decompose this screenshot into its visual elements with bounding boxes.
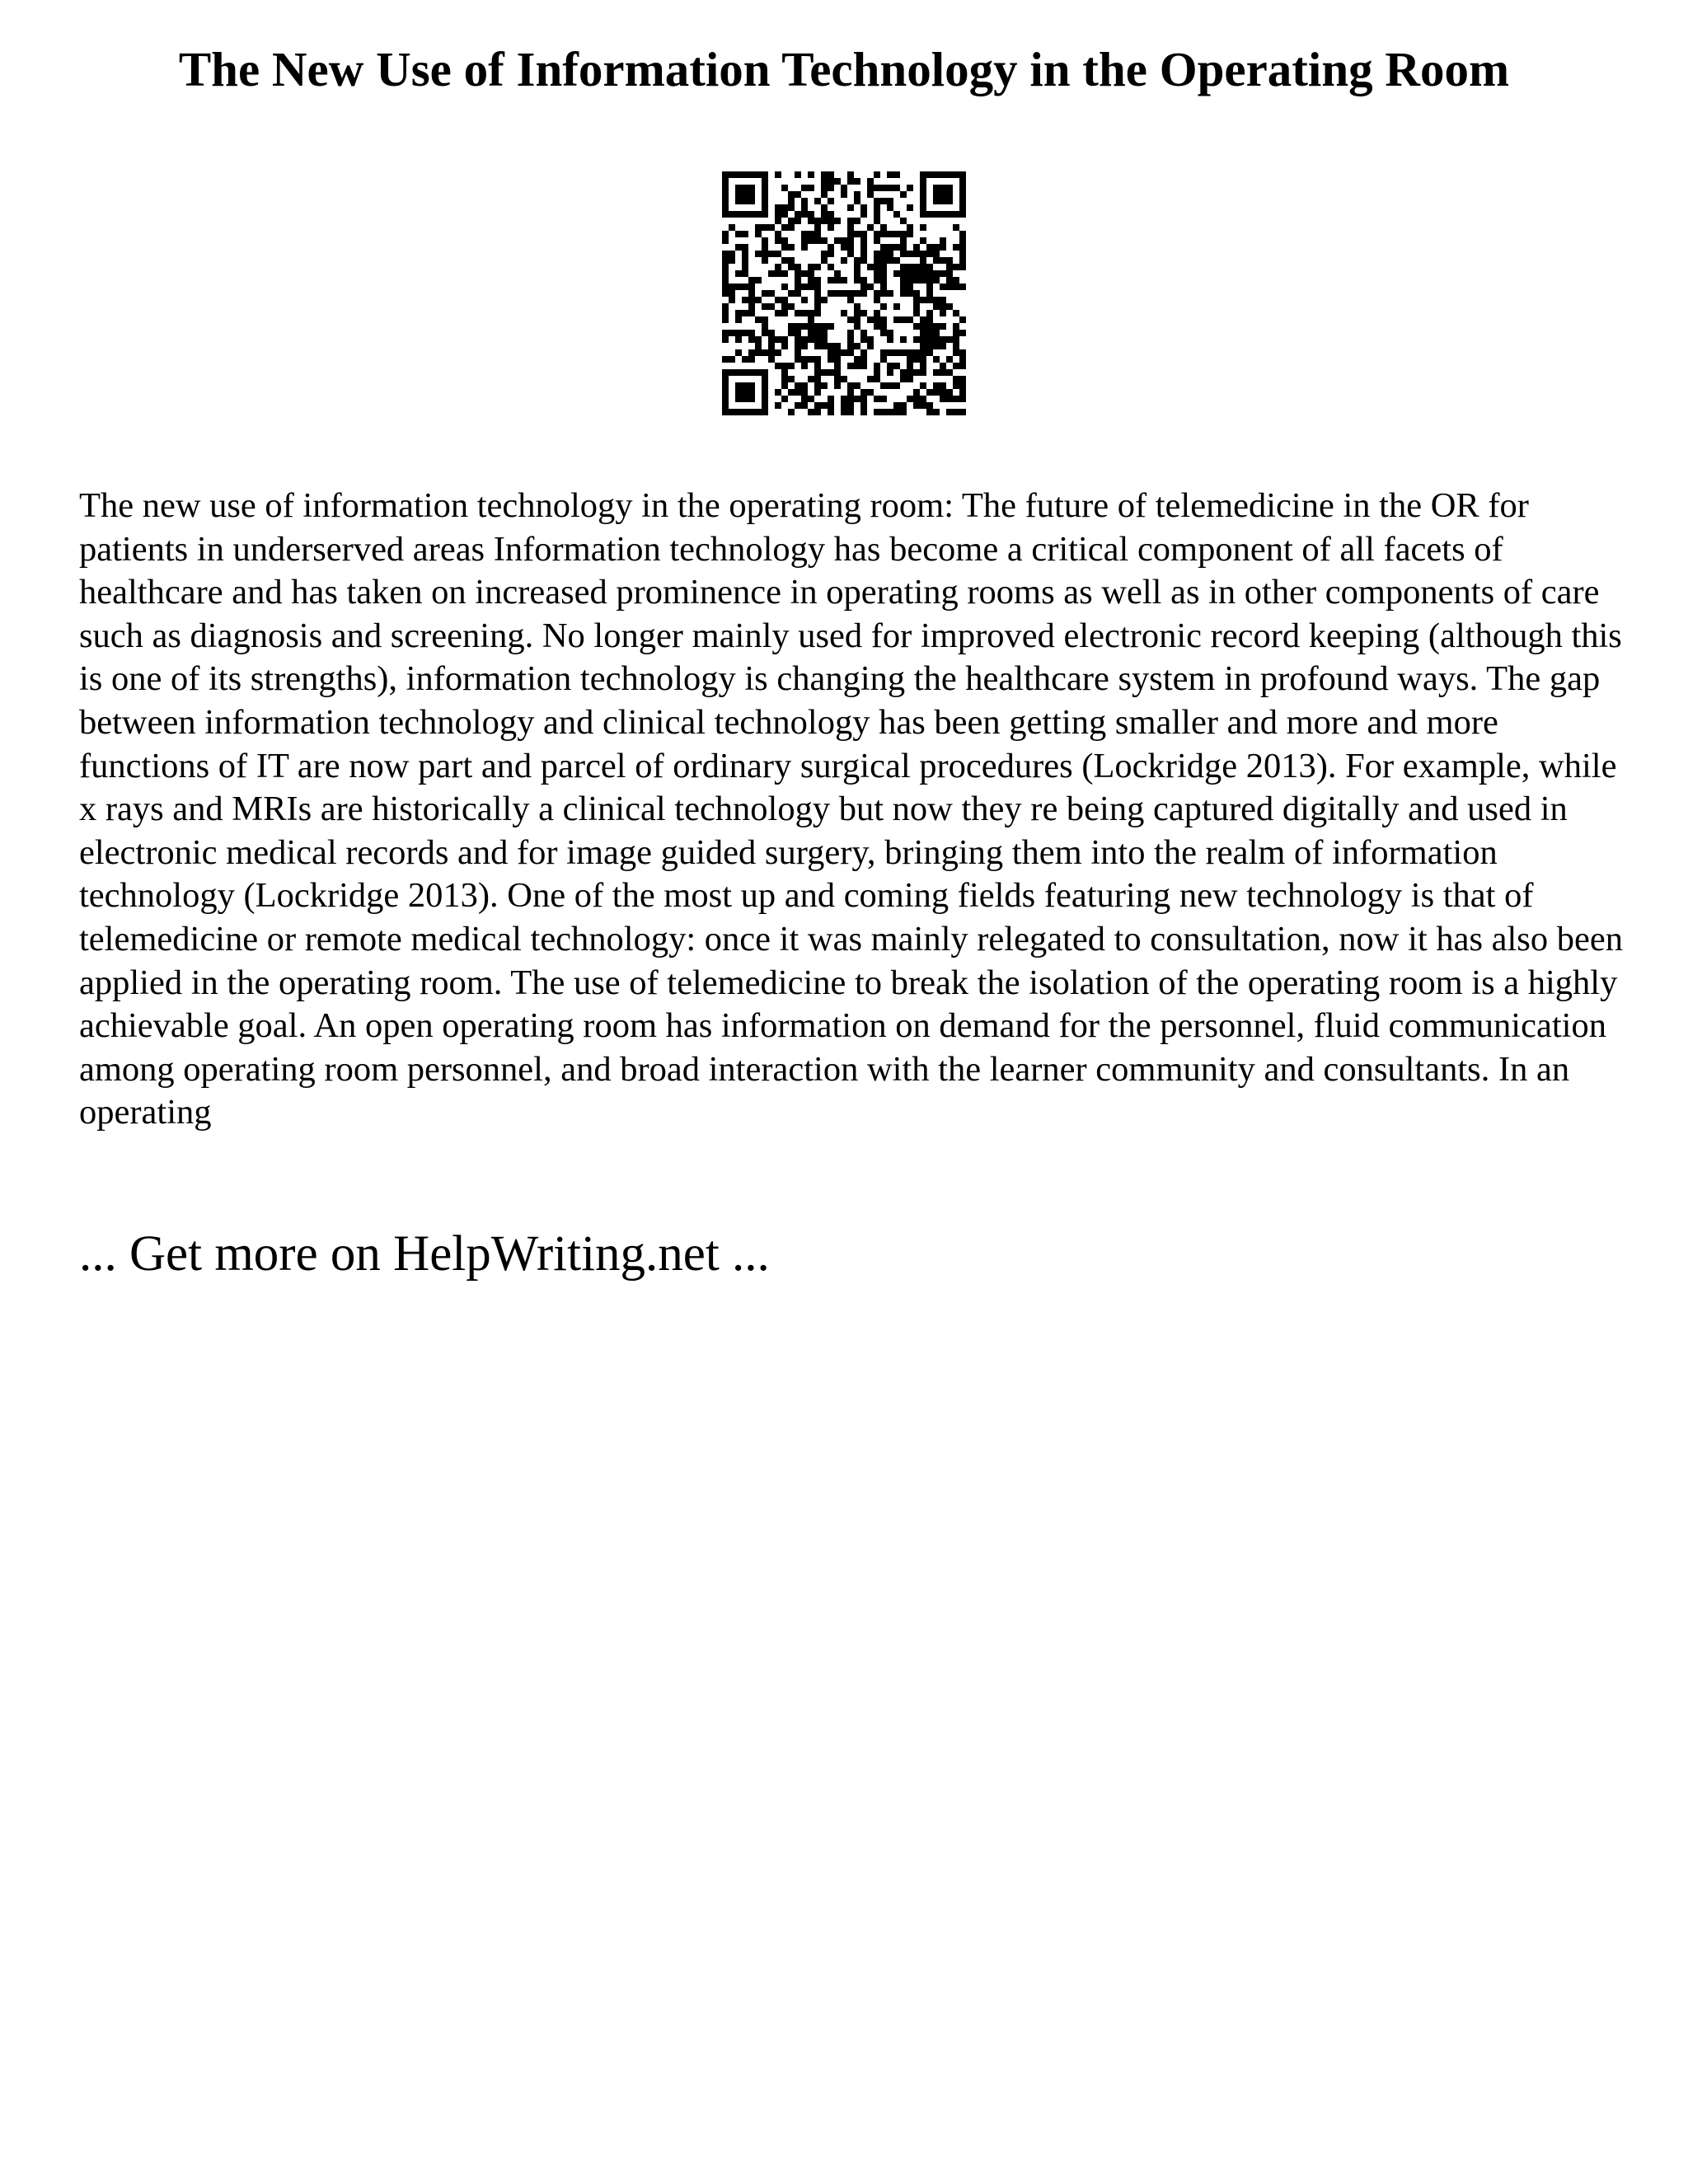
- page-title: The New Use of Information Technology in the Operating Room: [178, 42, 1510, 96]
- essay-excerpt: The new use of information technology in the operating room: The future of telemedicine in the OR for patients in underserved areas Information technology has become a critical component of all facets of healthcare and has taken on increased prominence in operating rooms as well as in other components of care such as diagnosis and screening. No longer mainly used for improved electronic record keeping (although this is one of its strengths), information technology is changing the healthcare system in profound ways. The gap between information technology and clinical technology has been getting smaller and more and more functions of IT are now part and parcel of ordinary surgical procedures (Lockridge 2013). For example, while x rays and MRIs are historically a clinical technology but now they re being captured digitally and used in electronic medical records and for image guided surgery, bringing them into the realm of information technology (Lockridge 2013). One of the most up and coming fields featuring new technology is that of telemedicine or remote medical technology: once it was mainly relegated to consultation, now it has also been applied in the operating room. The use of telemedicine to break the isolation of the operating room is a highly achievable goal. An open operating room has information on demand for the personnel, fluid communication among operating room personnel, and broad interaction with the learner community and consultants. In an operating: [79, 486, 1623, 1132]
- qr-code: [722, 171, 966, 415]
- get-more-link[interactable]: ... Get more on HelpWriting.net ...: [79, 1226, 770, 1282]
